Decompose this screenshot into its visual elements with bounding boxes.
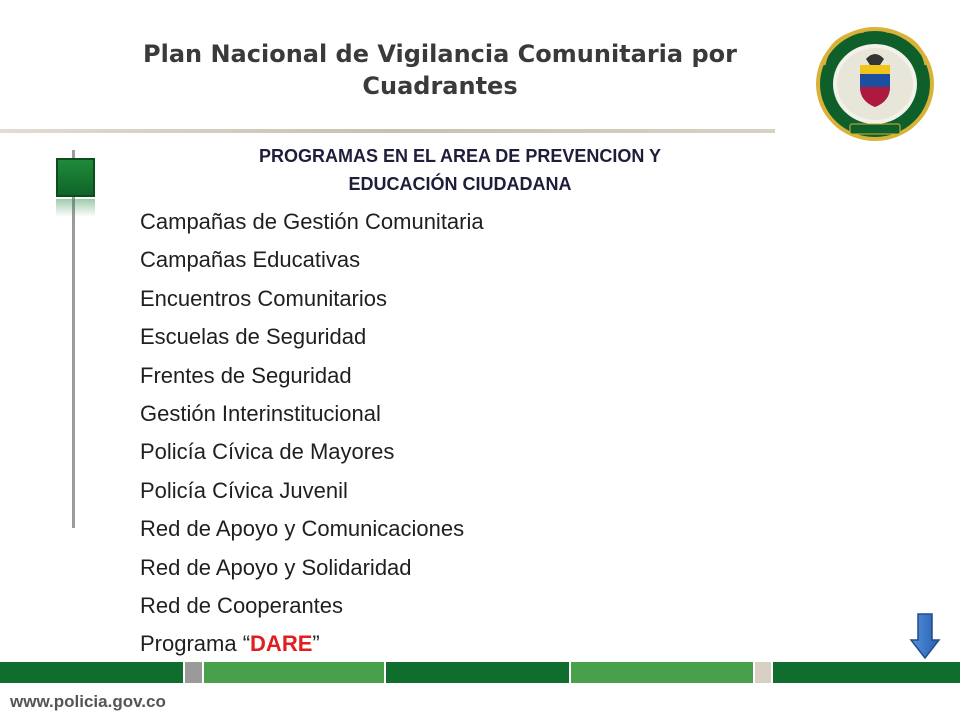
program-item: Escuelas de Seguridad — [140, 324, 367, 350]
green-square-reflection — [56, 199, 95, 217]
footer-segment — [773, 662, 960, 683]
footer-segment — [0, 662, 183, 683]
program-item: Gestión Interinstitucional — [140, 401, 381, 427]
program-item: Red de Apoyo y Comunicaciones — [140, 516, 465, 542]
title-divider — [0, 129, 775, 133]
section-heading-line1: PROGRAMAS EN EL AREA DE PREVENCION Y — [258, 146, 662, 166]
program-item-dare — [140, 625, 484, 663]
police-seal-icon — [814, 25, 936, 143]
program-item: Policía Cívica de Mayores — [140, 439, 395, 465]
slide-title: Plan Nacional de Vigilancia Comunitaria por Cuadrantes — [143, 40, 737, 100]
green-bullet-square — [56, 158, 95, 197]
arrow-down-icon[interactable] — [909, 612, 941, 660]
program-item: Campañas Educativas — [140, 247, 361, 273]
dare-prefix: Programa “ — [140, 631, 251, 657]
program-item: Policía Cívica Juvenil — [140, 477, 348, 503]
footer-segment — [386, 662, 569, 683]
section-heading-line2: EDUCACIÓN CIUDADANA — [348, 174, 572, 194]
section-heading — [160, 142, 760, 198]
program-item: Encuentros Comunitarios — [140, 285, 388, 311]
dare-highlight: DARE — [250, 631, 313, 657]
program-item: Red de Apoyo y Solidaridad — [140, 554, 412, 580]
program-list — [140, 203, 484, 664]
program-item: Frentes de Seguridad — [140, 362, 352, 388]
footer-segment — [755, 662, 771, 683]
footer-segment — [571, 662, 753, 683]
footer-segment — [185, 662, 202, 683]
dare-suffix: ” — [312, 631, 320, 657]
program-item: Campañas de Gestión Comunitaria — [140, 209, 484, 234]
footer-color-bar — [0, 662, 960, 683]
program-item: Red de Cooperantes — [140, 593, 344, 619]
footer-url[interactable]: www.policia.gov.co — [10, 692, 166, 711]
footer-segment — [204, 662, 384, 683]
